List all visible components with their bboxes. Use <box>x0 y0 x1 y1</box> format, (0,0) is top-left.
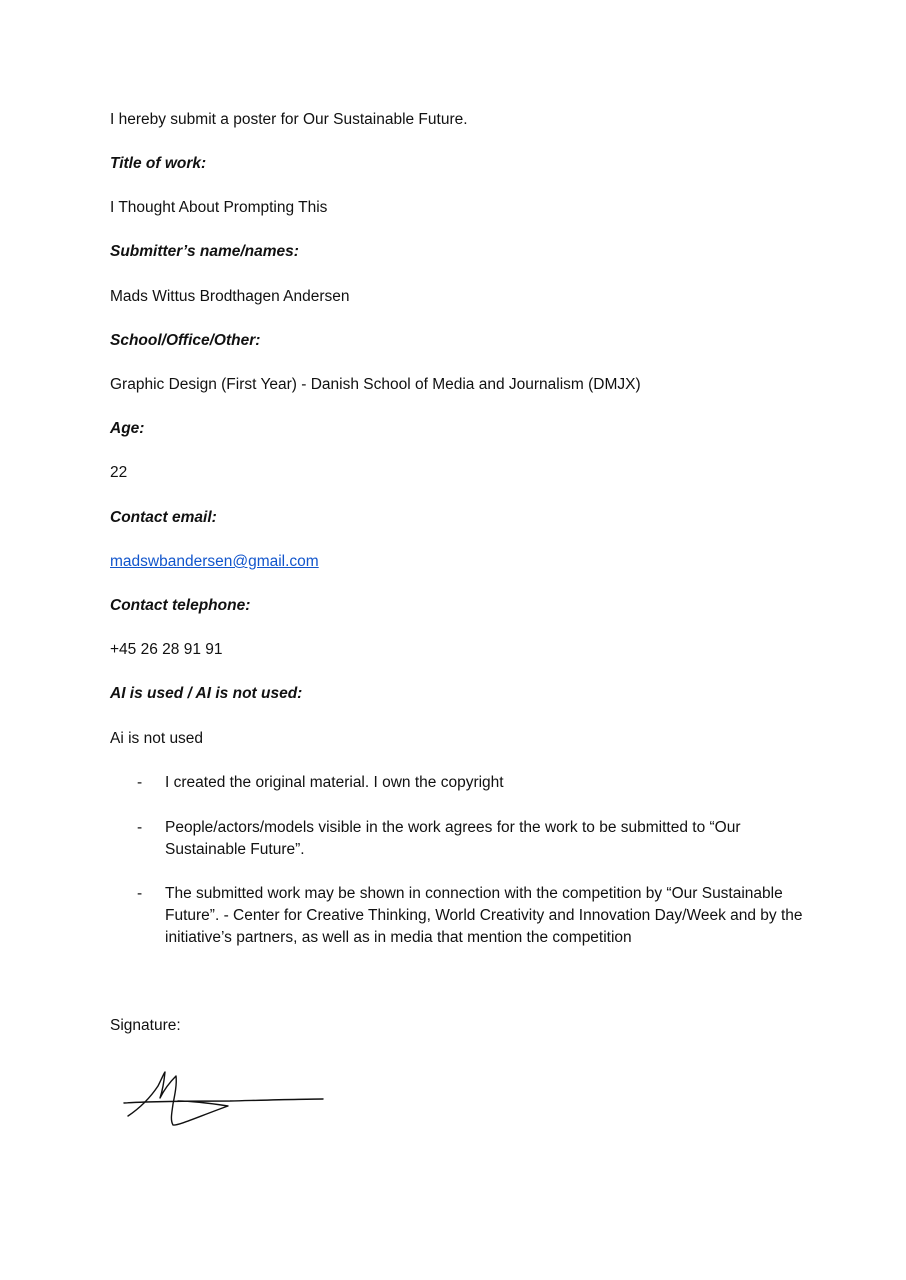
submitter-label: Submitter’s name/names: <box>110 243 299 260</box>
email-label: Contact email: <box>110 509 217 526</box>
phone-value: +45 26 28 91 91 <box>110 641 223 658</box>
signature-image <box>120 1068 330 1133</box>
email-link[interactable]: madswbandersen@gmail.com <box>110 553 319 570</box>
declaration-text: I created the original material. I own the copyright <box>165 774 504 791</box>
school-value: Graphic Design (First Year) - Danish School of Media and Journalism (DMJX) <box>110 376 641 393</box>
declaration-text: The submitted work may be shown in connection with the competition by “Our Sustainable Future”. - Center for Creative Thinking, World Creativity and Innovation Day/Week and by the initiative’s partners, as well as in media that mention the competition <box>165 885 803 946</box>
ai-label: AI is used / AI is not used: <box>110 685 303 702</box>
phone-label: Contact telephone: <box>110 597 251 614</box>
bullet-dash: - <box>137 885 143 902</box>
signature-label: Signature: <box>110 1017 181 1034</box>
age-value: 22 <box>110 464 128 481</box>
intro-text: I hereby submit a poster for Our Sustainable Future. <box>110 111 468 128</box>
title-value: I Thought About Prompting This <box>110 199 328 216</box>
declaration-text: People/actors/models visible in the work agrees for the work to be submitted to “Our Sustainable Future”. <box>165 819 741 858</box>
age-label: Age: <box>110 420 145 437</box>
title-label: Title of work: <box>110 155 207 172</box>
bullet-dash: - <box>137 819 143 836</box>
ai-value: Ai is not used <box>110 730 204 747</box>
school-label: School/Office/Other: <box>110 332 261 349</box>
bullet-dash: - <box>137 774 143 791</box>
submitter-value: Mads Wittus Brodthagen Andersen <box>110 288 350 305</box>
